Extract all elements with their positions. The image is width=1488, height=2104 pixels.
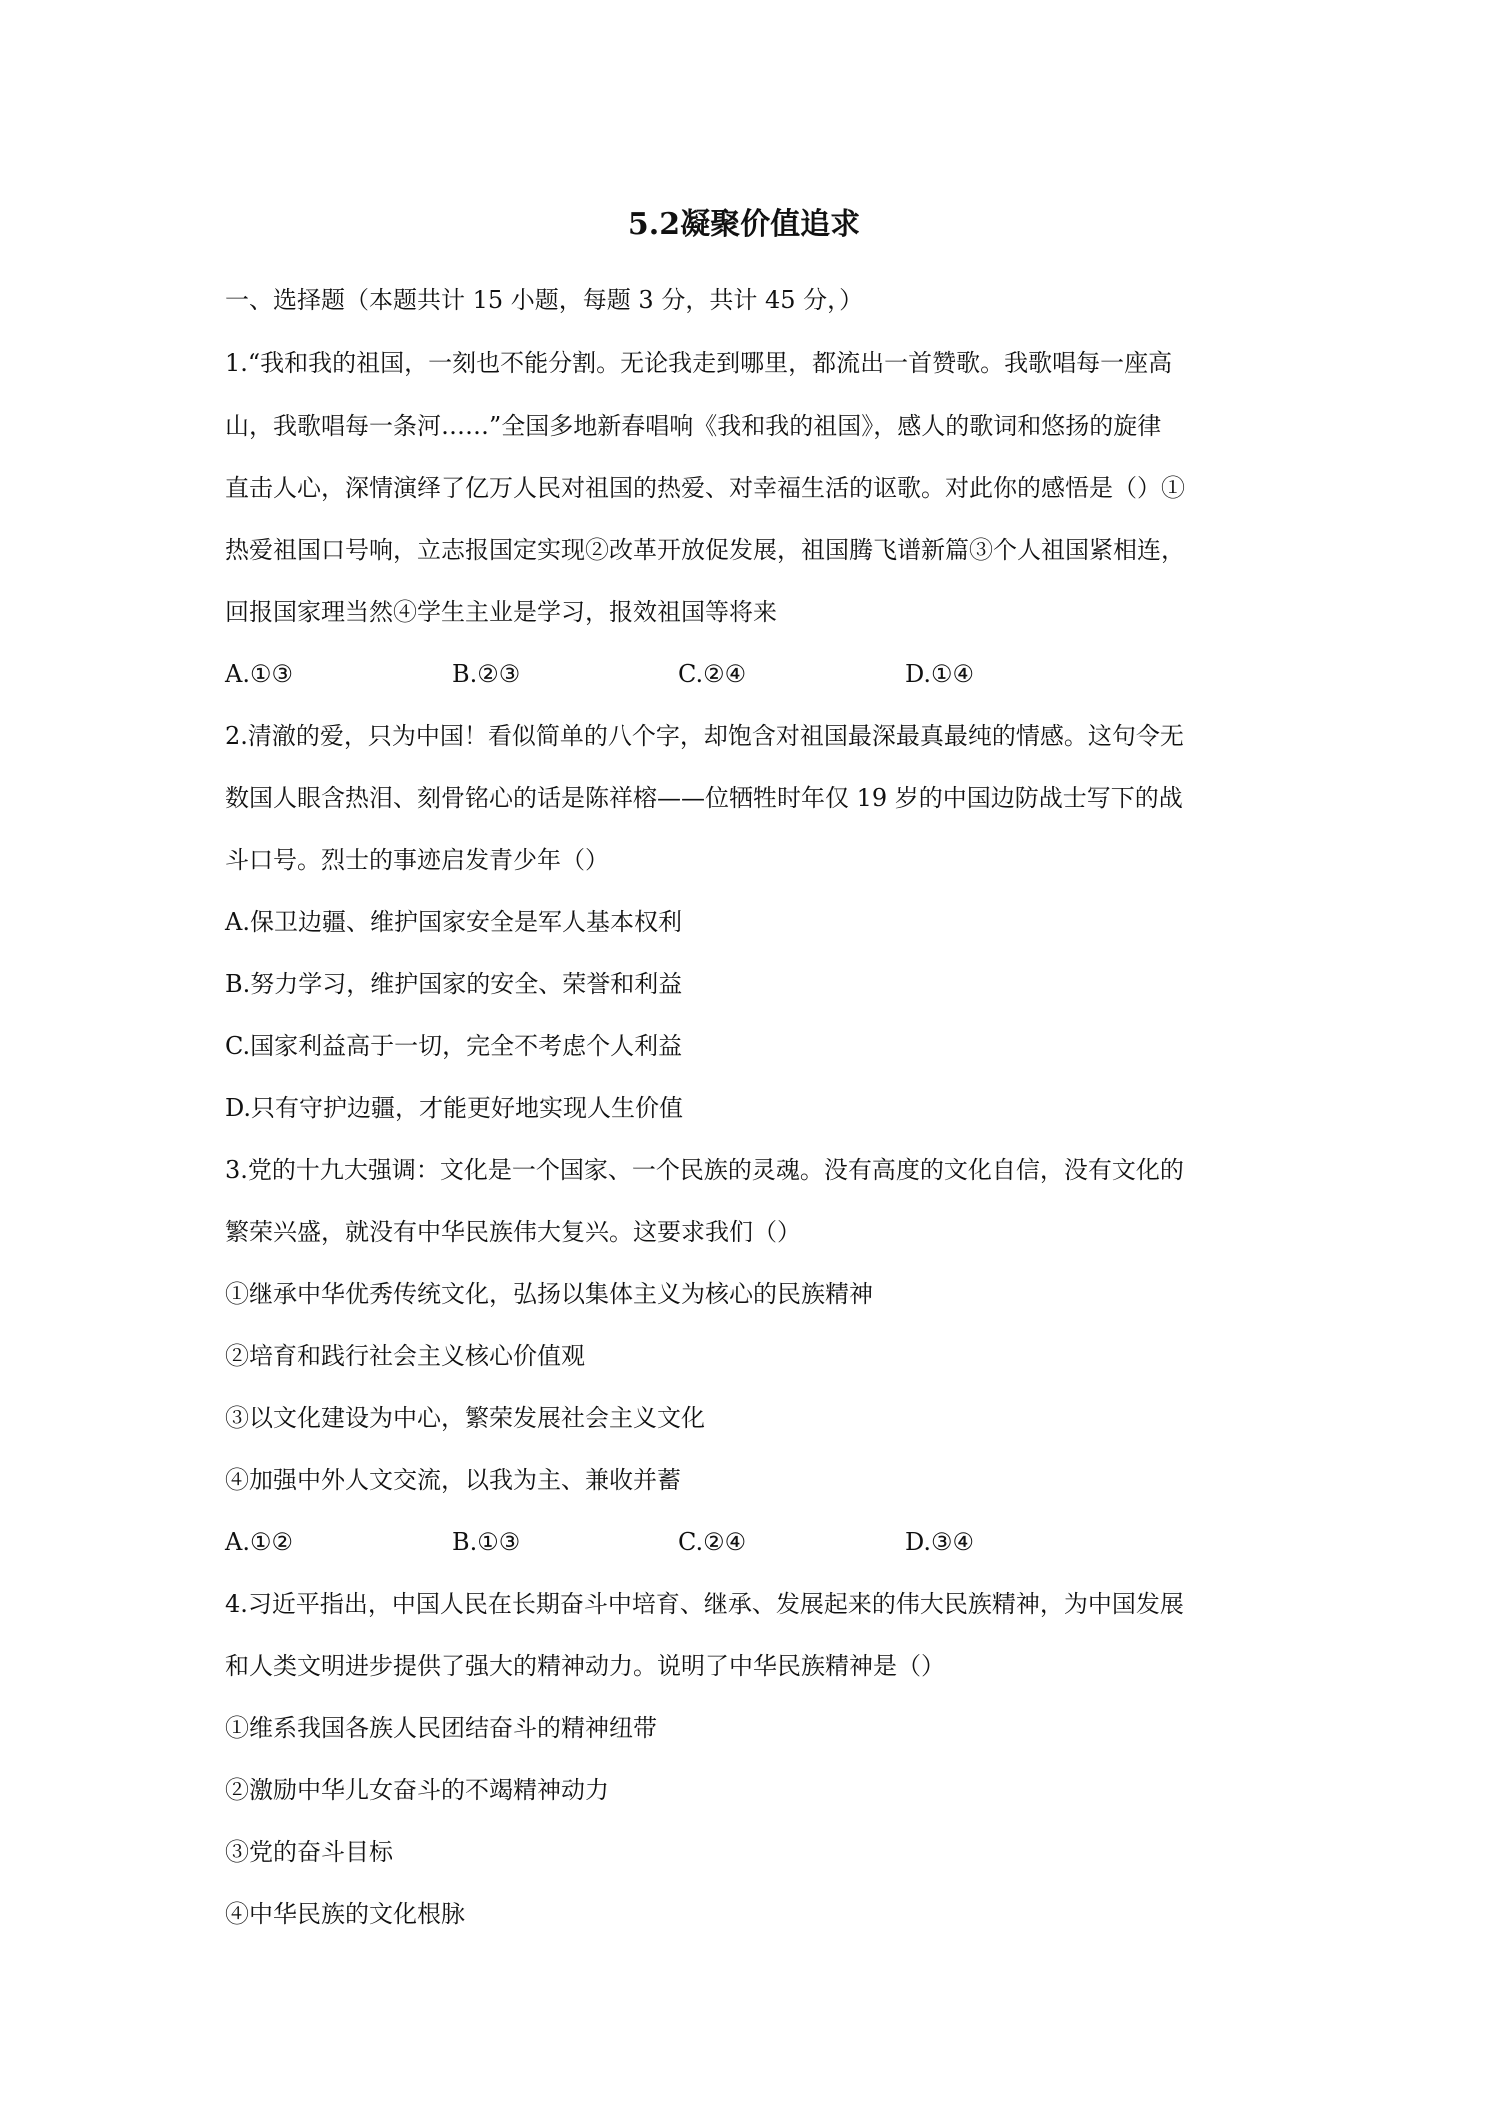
q1-text-line: 山，我歌唱每一条河……”全国多地新春唱响《我和我的祖国》，感人的歌词和悠扬的旋律 <box>225 412 1162 440</box>
q1-text-line: 直击人心，深情演绎了亿万人民对祖国的热爱、对幸福生活的讴歌。对此你的感悟是（）① <box>225 474 1185 502</box>
section-heading: 一、选择题（本题共计 15 小题，每题 3 分，共计 45 分，） <box>225 286 864 314</box>
q4-statement-4: ④中华民族的文化根脉 <box>225 1900 465 1928</box>
q3-text-line: 繁荣兴盛，就没有中华民族伟大复兴。这要求我们（） <box>225 1218 801 1246</box>
page-title: 5.2凝聚价值追求 <box>627 207 861 242</box>
q2-option-b: B.努力学习，维护国家的安全、荣誉和利益 <box>225 970 683 998</box>
q2-option-d: D.只有守护边疆，才能更好地实现人生价值 <box>225 1094 684 1122</box>
q4-text-line: 和人类文明进步提供了强大的精神动力。说明了中华民族精神是（） <box>225 1652 945 1680</box>
q3-option-c: C.②④ <box>678 1528 747 1556</box>
q3-option-d: D.③④ <box>905 1528 975 1556</box>
q4-statement-3: ③党的奋斗目标 <box>225 1838 393 1866</box>
q3-statement-3: ③以文化建设为中心，繁荣发展社会主义文化 <box>225 1404 705 1432</box>
q1-option-a: A.①③ <box>225 660 293 688</box>
q1-text-line: 热爱祖国口号响，立志报国定实现②改革开放促发展，祖国腾飞谱新篇③个人祖国紧相连， <box>225 536 1185 564</box>
q3-option-b: B.①③ <box>452 1528 521 1556</box>
q1-text-line: 1.“我和我的祖国，一刻也不能分割。无论我走到哪里，都流出一首赞歌。我歌唱每一座高 <box>225 349 1173 377</box>
q4-statement-1: ①维系我国各族人民团结奋斗的精神纽带 <box>225 1714 657 1742</box>
q2-text-line: 斗口号。烈士的事迹启发青少年（） <box>225 846 609 874</box>
q3-statement-2: ②培育和践行社会主义核心价值观 <box>225 1342 585 1370</box>
q3-text-line: 3.党的十九大强调：文化是一个国家、一个民族的灵魂。没有高度的文化自信，没有文化的 <box>225 1156 1184 1184</box>
q2-option-c: C.国家利益高于一切，完全不考虑个人利益 <box>225 1032 683 1060</box>
q1-option-c: C.②④ <box>678 660 747 688</box>
q4-text-line: 4.习近平指出，中国人民在长期奋斗中培育、继承、发展起来的伟大民族精神，为中国发展 <box>225 1590 1184 1618</box>
q4-statement-2: ②激励中华儿女奋斗的不竭精神动力 <box>225 1776 609 1804</box>
q1-option-b: B.②③ <box>452 660 521 688</box>
q3-statement-1: ①继承中华优秀传统文化，弘扬以集体主义为核心的民族精神 <box>225 1280 873 1308</box>
q2-text-line: 数国人眼含热泪、刻骨铭心的话是陈祥榕——位牺牲时年仅 19 岁的中国边防战士写下的战 <box>225 784 1183 812</box>
q1-option-d: D.①④ <box>905 660 975 688</box>
q2-text-line: 2.清澈的爱，只为中国！看似简单的八个字，却饱含对祖国最深最真最纯的情感。这句令无 <box>225 722 1184 750</box>
q2-option-a: A.保卫边疆、维护国家安全是军人基本权利 <box>225 908 682 936</box>
q3-option-a: A.①② <box>225 1528 293 1556</box>
q1-text-line: 回报国家理当然④学生主业是学习，报效祖国等将来 <box>225 598 777 626</box>
q3-statement-4: ④加强中外人文交流，以我为主、兼收并蓄 <box>225 1466 681 1494</box>
